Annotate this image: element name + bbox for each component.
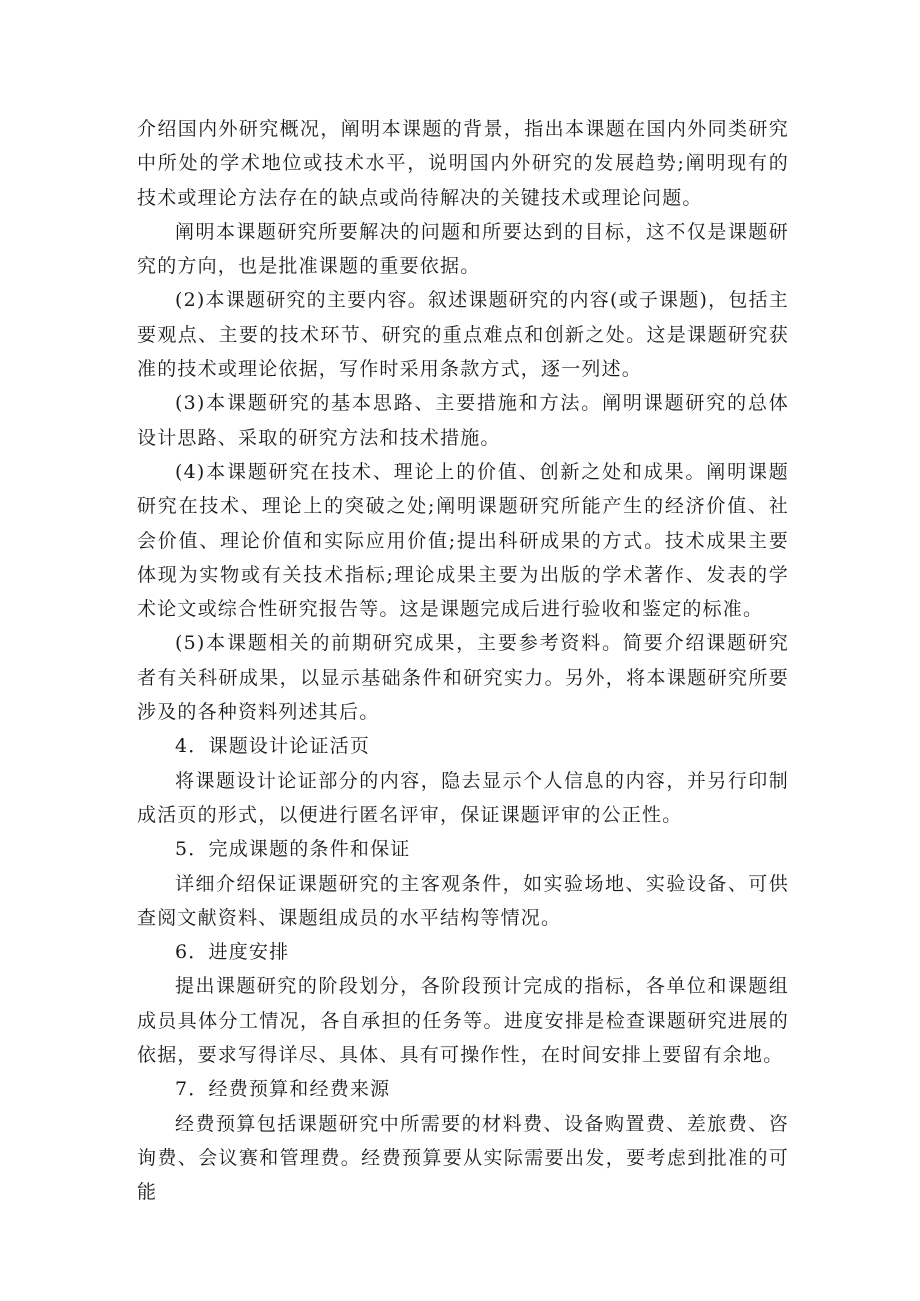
paragraph-research-goals: 阐明本课题研究所要解决的问题和所要达到的目标，这不仅是课题研究的方向，也是批准课题的重要依据。 xyxy=(137,220,789,278)
paragraph-loose-leaf: 将课题设计论证部分的内容，隐去显示个人信息的内容，并另行印制成活页的形式，以便进行匿名评审，保证课题评审的公正性。 xyxy=(137,769,789,826)
section-heading-5: 5．完成课题的条件和保证 xyxy=(175,838,411,861)
paragraph-value-innovation: (4)本课题研究在技术、理论上的价值、创新之处和成果。阐明课题研究在技术、理论上的突破之处;阐明课题研究所能产生的经济价值、社会价值、理论价值和实际应用价值;提出科研成果的方式。技术成果主要体现为实物或有关技术指标;理论成果主要为出版的学术著作、发表的学术论文或综合性研究报告等。这是课题完成后进行验收和鉴定的标准。 xyxy=(137,460,789,621)
paragraph-schedule: 提出课题研究的阶段划分，各阶段预计完成的指标，各单位和课题组成员具体分工情况，各自承担的任务等。进度安排是检查课题研究进展的依据，要求写得详尽、具体、具有可操作性，在时间安排上要留有余地。 xyxy=(137,975,789,1067)
paragraph-prior-results: (5)本课题相关的前期研究成果，主要参考资料。简要介绍课题研究者有关科研成果，以显示基础条件和研究实力。另外，将本课题研究所要涉及的各种资料列述其后。 xyxy=(137,632,789,724)
paragraph-basic-approach: (3)本课题研究的基本思路、主要措施和方法。阐明课题研究的总体设计思路、采取的研究方法和技术措施。 xyxy=(137,392,789,449)
document-body xyxy=(137,112,789,1210)
paragraph-budget: 经费预算包括课题研究中所需要的材料费、设备购置费、差旅费、咨询费、会议赛和管理费。经费预算要从实际需要出发，要考虑到批准的可能 xyxy=(137,1112,789,1204)
section-heading-6: 6．进度安排 xyxy=(175,941,290,964)
paragraph-research-overview: 介绍国内外研究概况，阐明本课题的背景，指出本课题在国内外同类研究中所处的学术地位或技术水平，说明国内外研究的发展趋势;阐明现有的技术或理论方法存在的缺点或尚待解决的关键技术或理论问题。 xyxy=(137,118,789,209)
paragraph-main-content: (2)本课题研究的主要内容。叙述课题研究的内容(或子课题)，包括主要观点、主要的技术环节、研究的重点难点和创新之处。这是课题研究获准的技术或理论依据，写作时采用条款方式，逐一列述。 xyxy=(137,289,789,381)
section-heading-4: 4．课题设计论证活页 xyxy=(175,735,371,758)
section-heading-7: 7．经费预算和经费来源 xyxy=(175,1078,391,1101)
paragraph-conditions: 详细介绍保证课题研究的主客观条件，如实验场地、实验设备、可供查阅文献资料、课题组成员的水平结构等情况。 xyxy=(137,872,789,929)
